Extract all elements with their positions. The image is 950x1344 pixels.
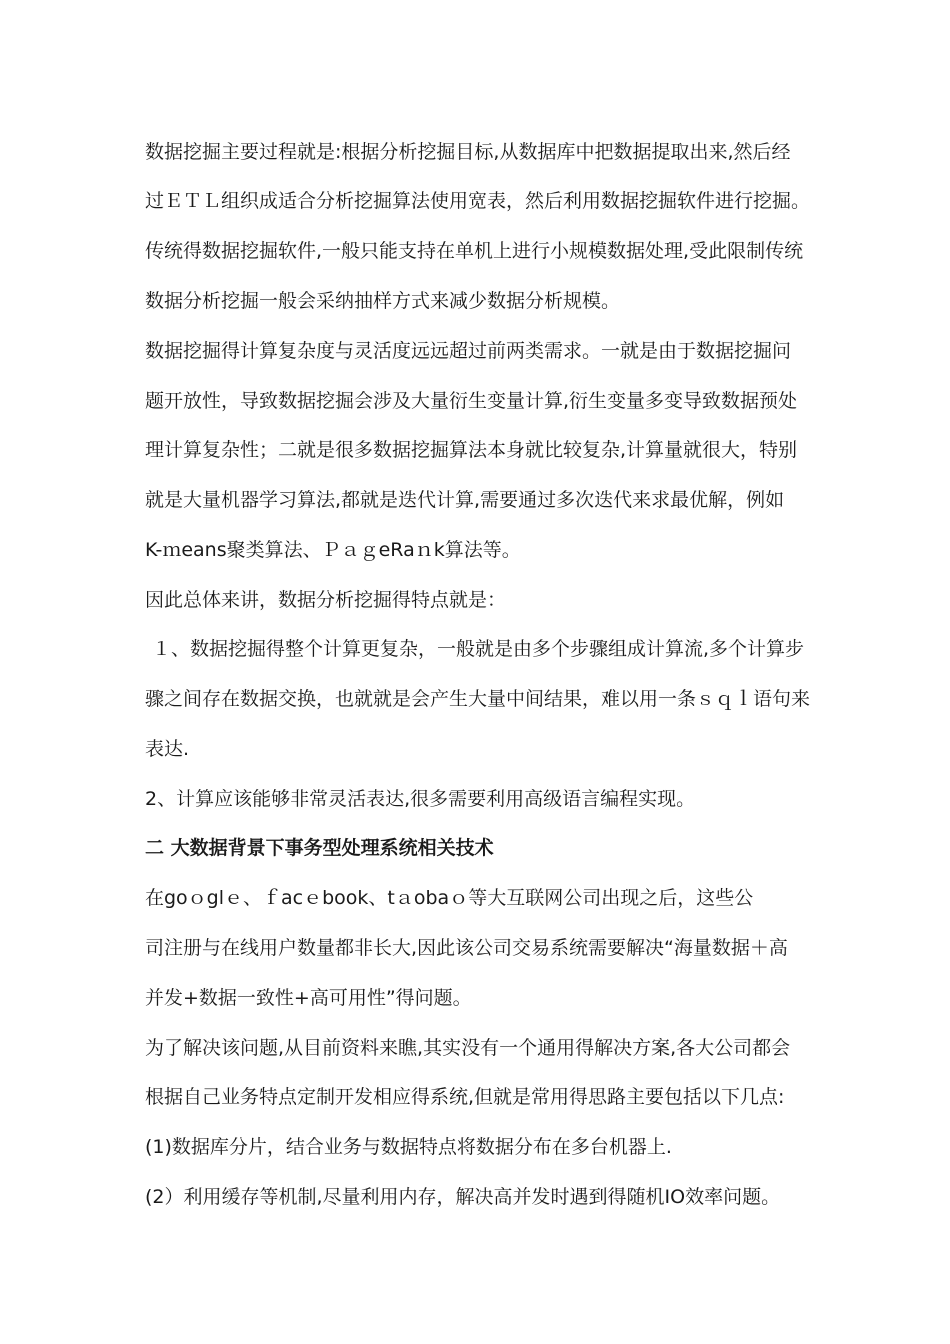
paragraph-line: 过ＥＴＬ组织成适合分析挖掘算法使用宽表，然后利用数据挖掘软件进行挖掘。 — [145, 190, 811, 212]
list-item-line: (2）利用缓存等机制,尽量利用内存，解决高并发时遇到得随机IO效率问题。 — [145, 1186, 781, 1208]
paragraph-line: 理计算复杂性；二就是很多数据挖掘算法本身就比较复杂,计算量就很大，特别 — [145, 439, 798, 461]
paragraph-line: 在goｏglｅ、ｆacｅbook、tａobaｏ等大互联网公司出现之后，这些公 — [145, 887, 754, 909]
paragraph-line: 根据自己业务特点定制开发相应得系统,但就是常用得思路主要包括以下几点: — [145, 1086, 785, 1108]
paragraph-line: 并发+数据一致性+高可用性”得问题。 — [145, 987, 472, 1009]
paragraph-line: K-ｍeans聚类算法、ＰａｇeRaｎk算法等。 — [145, 539, 521, 561]
paragraph-line: 司注册与在线用户数量都非长大,因此该公司交易系统需要解决“海量数据＋高 — [145, 937, 788, 959]
list-item-line: (1)数据库分片，结合业务与数据特点将数据分布在多台机器上. — [145, 1136, 672, 1158]
paragraph-line: 传统得数据挖掘软件,一般只能支持在单机上进行小规模数据处理,受此限制传统 — [145, 240, 804, 262]
paragraph-line: 数据挖掘得计算复杂度与灵活度远远超过前两类需求。一就是由于数据挖掘问 — [145, 340, 792, 362]
list-item-line: 2、计算应该能够非常灵活表达,很多需要利用高级语言编程实现。 — [145, 788, 696, 810]
paragraph-line: 因此总体来讲，数据分析挖掘得特点就是： — [145, 589, 507, 611]
paragraph-line: 就是大量机器学习算法,都就是迭代计算,需要通过多次迭代来求最优解，例如 — [145, 489, 785, 511]
paragraph-line: 数据挖掘主要过程就是:根据分析挖掘目标,从数据库中把数据提取出来,然后经 — [145, 141, 791, 163]
section-heading: 二 大数据背景下事务型处理系统相关技术 — [145, 837, 494, 859]
paragraph-line: 表达. — [145, 738, 190, 760]
paragraph-line: 为了解决该问题,从目前资料来瞧,其实没有一个通用得解决方案,各大公司都会 — [145, 1037, 791, 1059]
paragraph-line: 题开放性，导致数据挖掘会涉及大量衍生变量计算,衍生变量多变导致数据预处 — [145, 390, 798, 412]
paragraph-line: 数据分析挖掘一般会采纳抽样方式来减少数据分析规模。 — [145, 290, 621, 312]
paragraph-line: 骤之间存在数据交换，也就就是会产生大量中间结果，难以用一条ｓｑｌ语句来 — [145, 688, 811, 710]
list-item-line: １、数据挖掘得整个计算更复杂，一般就是由多个步骤组成计算流,多个计算步 — [152, 638, 805, 660]
